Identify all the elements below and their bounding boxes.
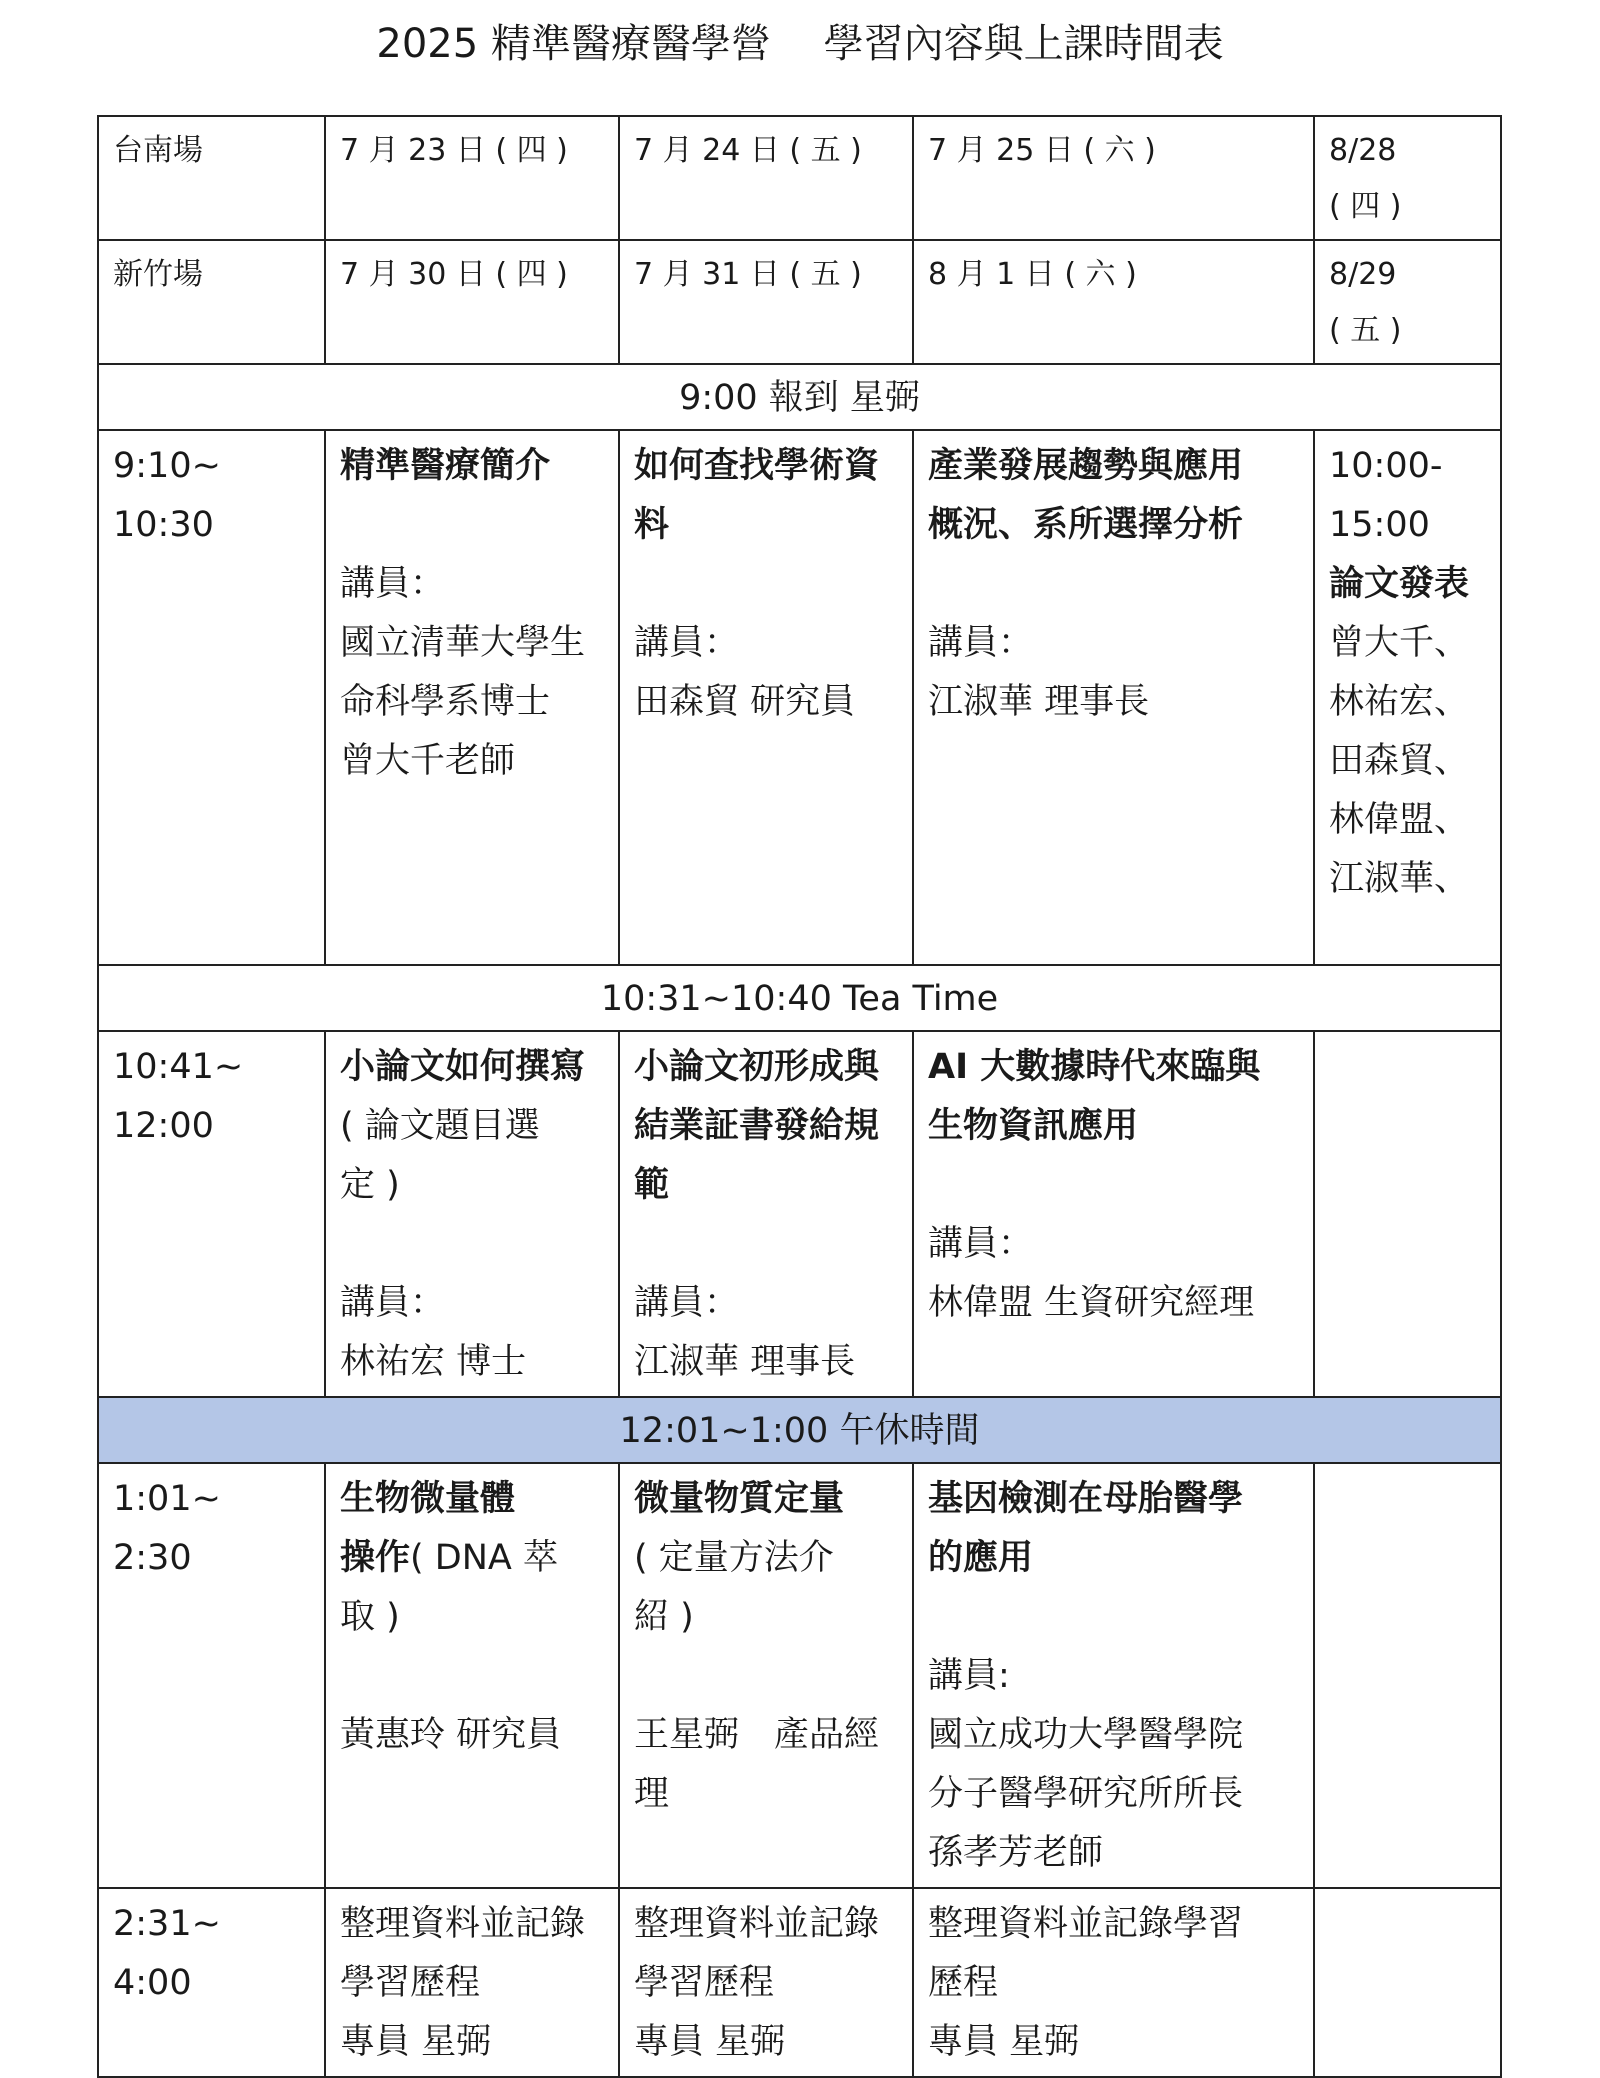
time-start: 9:10~: [113, 446, 221, 486]
teatime-cell: 10:31~10:40 Tea Time: [98, 965, 1501, 1031]
course-subtitle: 定 ): [340, 1165, 400, 1205]
lunch-row: [98, 1397, 1501, 1463]
teatime-row: [98, 965, 1501, 1031]
day-cell: [1314, 116, 1501, 240]
lunch-cell: 12:01~1:00 午休時間: [98, 1397, 1501, 1463]
day-cell: 7 月 24 日 ( 五 ): [619, 116, 913, 240]
course-title: 產業發展趨勢與應用: [928, 446, 1244, 486]
course-title: 小論文初形成與: [634, 1047, 880, 1087]
speaker-label: 講員：: [634, 623, 740, 663]
course-title: 生物微量體: [340, 1479, 516, 1519]
empty-cell: [1314, 1031, 1501, 1397]
activity-line: 歷程: [928, 1963, 999, 2003]
slot-row: [98, 430, 1501, 965]
presenter-name: 林偉盟、: [1329, 800, 1470, 840]
empty-cell: [1314, 1888, 1501, 2077]
course-cell: [913, 1463, 1314, 1888]
day-cell: 8 月 1 日 ( 六 ): [913, 240, 1314, 364]
presenter-name: 曾大千、: [1329, 623, 1470, 663]
course-title: 生物資訊應用: [928, 1106, 1139, 1146]
activity-line: 整理資料並記錄學習: [928, 1904, 1244, 1944]
speaker-label: 講員：: [340, 1283, 446, 1323]
presenter-name: 林祐宏、: [1329, 682, 1470, 722]
checkin-cell: 9:00 報到 星弼: [98, 364, 1501, 430]
course-cell: [325, 1463, 619, 1888]
day-cell: 7 月 30 日 ( 四 ): [325, 240, 619, 364]
speaker-label: 講員：: [928, 1224, 1034, 1264]
speaker-line: 曾大千老師: [340, 741, 516, 781]
time-end: 2:30: [113, 1538, 192, 1578]
staff-line: 專員 星弼: [340, 2022, 492, 2062]
course-cell: [619, 430, 913, 965]
speaker-line: 江淑華 理事長: [634, 1342, 856, 1382]
time-start: 1:01~: [113, 1479, 221, 1519]
activity-cell: [913, 1888, 1314, 2077]
speaker-line: 分子醫學研究所所長: [928, 1774, 1244, 1814]
course-subtitle: ( DNA 萃: [410, 1538, 558, 1578]
course-title: AI 大數據時代來臨與: [928, 1047, 1261, 1087]
slot-row: [98, 1888, 1501, 2077]
course-cell: [325, 1031, 619, 1397]
thesis-cell: [1314, 430, 1501, 965]
time-end: 12:00: [113, 1106, 214, 1146]
speaker-line: 孫孝芳老師: [928, 1833, 1104, 1873]
presenter-name: 江淑華、: [1329, 859, 1470, 899]
slot-row: [98, 1031, 1501, 1397]
speaker-line: 國立成功大學醫學院: [928, 1715, 1244, 1755]
course-subtitle: ( 定量方法介: [634, 1538, 834, 1578]
course-cell: [913, 1031, 1314, 1397]
time-cell: [98, 1031, 325, 1397]
staff-line: 專員 星弼: [928, 2022, 1080, 2062]
speaker-label: 講員：: [634, 1283, 740, 1323]
activity-line: 整理資料並記錄: [634, 1904, 880, 1944]
time-start: 10:41~: [113, 1047, 244, 1087]
course-title: 如何查找學術資: [634, 446, 880, 486]
speaker-line: 黃惠玲 研究員: [340, 1715, 562, 1755]
time-start: 2:31~: [113, 1904, 221, 1944]
day-weekday: ( 四 ): [1329, 189, 1402, 224]
course-cell: [325, 430, 619, 965]
checkin-row: [98, 364, 1501, 430]
speaker-line: 命科學系博士: [340, 682, 551, 722]
time-end: 4:00: [113, 1963, 192, 2003]
time-start: 10:00-: [1329, 446, 1443, 486]
course-title: 結業証書發給規: [634, 1106, 880, 1146]
time-end: 15:00: [1329, 505, 1430, 545]
course-cell: [913, 430, 1314, 965]
course-title: 範: [634, 1165, 670, 1205]
speaker-line: 國立清華大學生: [340, 623, 586, 663]
course-title: 的應用: [928, 1538, 1034, 1578]
tainan-session-row: [98, 116, 1501, 240]
time-cell: [98, 430, 325, 965]
day-date: 8/28: [1329, 133, 1397, 168]
course-cell: [619, 1463, 913, 1888]
course-title: 小論文如何撰寫: [340, 1047, 586, 1087]
course-title: 論文發表: [1329, 564, 1470, 604]
schedule-table: [97, 115, 1502, 2078]
time-cell: [98, 1463, 325, 1888]
speaker-line: 林祐宏 博士: [340, 1342, 527, 1382]
course-title: 操作: [340, 1538, 411, 1578]
slot-row: [98, 1463, 1501, 1888]
course-title: 精準醫療簡介: [340, 446, 551, 486]
page-title: 2025 精準醫療醫學營 學習內容與上課時間表: [376, 21, 1224, 67]
activity-line: 整理資料並記錄: [340, 1904, 586, 1944]
presenter-name: 田森貿、: [1329, 741, 1470, 781]
speaker-line: 林偉盟 生資研究經理: [928, 1283, 1255, 1323]
activity-line: 學習歷程: [634, 1963, 775, 2003]
course-subtitle: ( 論文題目選: [340, 1106, 540, 1146]
time-cell: [98, 1888, 325, 2077]
time-end: 10:30: [113, 505, 214, 545]
speaker-line: 王星弼 產品經: [634, 1715, 880, 1755]
course-title: 料: [634, 505, 670, 545]
speaker-line: 理: [634, 1774, 670, 1814]
day-cell: 7 月 25 日 ( 六 ): [913, 116, 1314, 240]
course-subtitle: 取 ): [340, 1597, 400, 1637]
course-title: 微量物質定量: [634, 1479, 845, 1519]
course-title: 概況、系所選擇分析: [928, 505, 1244, 545]
course-subtitle: 紹 ): [634, 1597, 694, 1637]
course-cell: [619, 1031, 913, 1397]
venue-cell: 台南場: [98, 116, 325, 240]
hsinchu-session-row: [98, 240, 1501, 364]
day-cell: 7 月 23 日 ( 四 ): [325, 116, 619, 240]
day-date: 8/29: [1329, 257, 1397, 292]
course-title: 基因檢測在母胎醫學: [928, 1479, 1244, 1519]
speaker-label: 講員：: [340, 564, 446, 604]
speaker-line: 田森貿 研究員: [634, 682, 856, 722]
empty-cell: [1314, 1463, 1501, 1888]
speaker-line: 江淑華 理事長: [928, 682, 1150, 722]
day-cell: [1314, 240, 1501, 364]
speaker-label: 講員:: [928, 1656, 1010, 1696]
staff-line: 專員 星弼: [634, 2022, 786, 2062]
day-cell: 7 月 31 日 ( 五 ): [619, 240, 913, 364]
day-weekday: ( 五 ): [1329, 313, 1402, 348]
activity-line: 學習歷程: [340, 1963, 481, 2003]
speaker-label: 講員：: [928, 623, 1034, 663]
activity-cell: [325, 1888, 619, 2077]
activity-cell: [619, 1888, 913, 2077]
venue-cell: 新竹場: [98, 240, 325, 364]
